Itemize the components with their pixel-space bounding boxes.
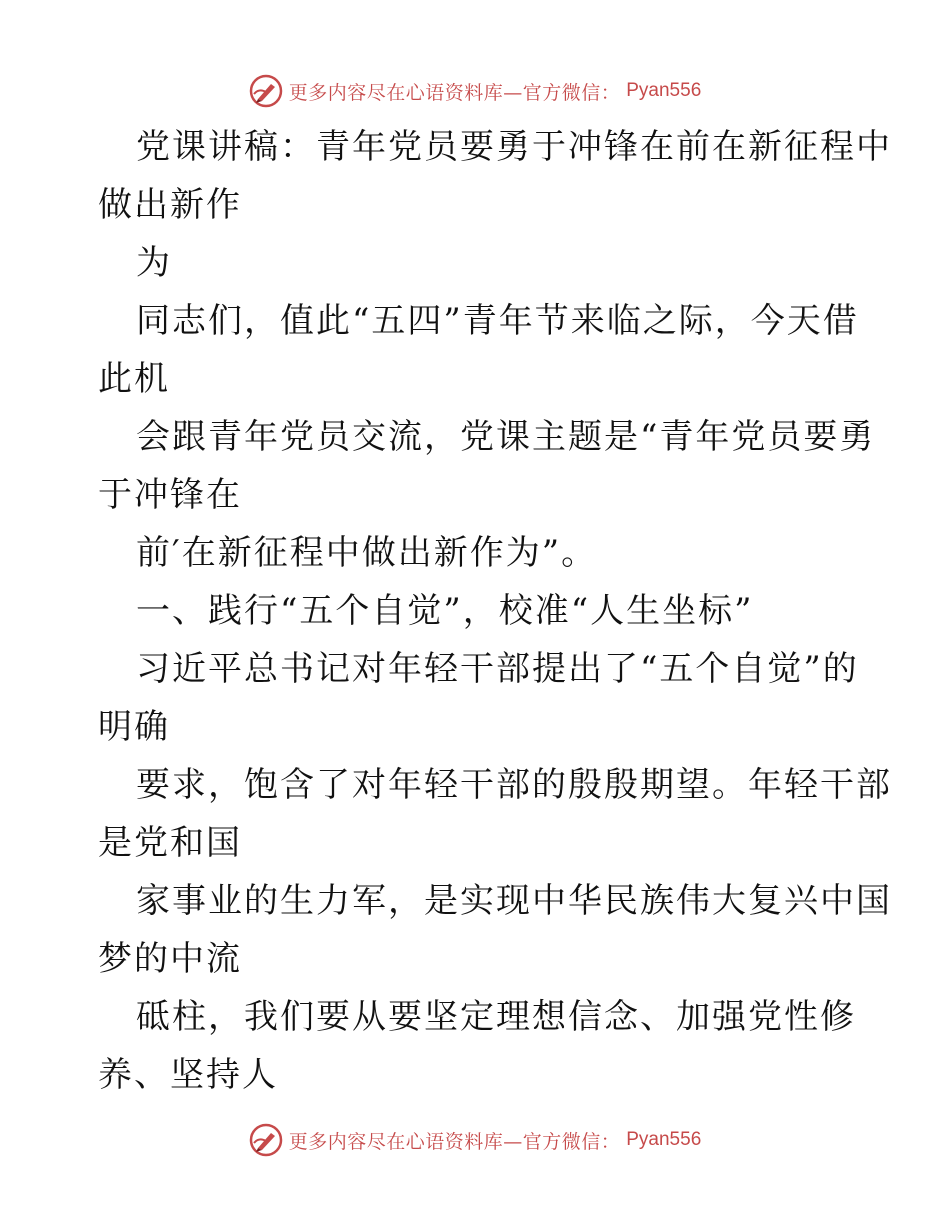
header-banner-text: 更多内容尽在心语资料库—官方微信： <box>288 81 621 104</box>
paragraph-line: 砥柱，我们要从要坚定理想信念、加强党性修 <box>136 997 856 1037</box>
footer-banner-wechat: Pyan556 <box>626 1129 702 1150</box>
paragraph-line: 会跟青年党员交流，党课主题是“青年党员要勇 <box>136 417 876 457</box>
pen-logo-icon <box>249 74 283 108</box>
paragraph-line: 养、坚持人 <box>98 1055 278 1095</box>
paragraph-line: 于冲锋在 <box>98 475 242 515</box>
paragraph-line: 家事业的生力军，是实现中华民族伟大复兴中国 <box>136 881 892 921</box>
footer-banner-text: 更多内容尽在心语资料库—官方微信： <box>288 1130 621 1153</box>
paragraph-line: 同志们，值此“五四”青年节来临之际，今天借 <box>136 301 859 341</box>
header-banner-inner <box>249 74 702 108</box>
header-banner-wechat: Pyan556 <box>626 80 702 101</box>
paragraph-line: 前′在新征程中做出新作为”。 <box>136 533 598 573</box>
document-body <box>98 118 892 1104</box>
document-title-line-1: 党课讲稿：青年党员要勇于冲锋在前在新征程中 <box>136 127 892 167</box>
paragraph-line: 此机 <box>98 359 170 399</box>
pen-logo-icon <box>249 1123 283 1157</box>
footer-watermark-banner <box>0 1120 950 1160</box>
section-heading: 一、践行“五个自觉”，校准“人生坐标” <box>136 591 754 631</box>
document-title-line-2: 做出新作 <box>98 185 242 225</box>
header-watermark-banner <box>0 71 950 111</box>
footer-banner-inner <box>249 1123 702 1157</box>
paragraph-line: 是党和国 <box>98 823 242 863</box>
paragraph-line: 梦的中流 <box>98 939 242 979</box>
paragraph-line: 习近平总书记对年轻干部提出了“五个自觉”的 <box>136 649 859 689</box>
paragraph-line: 要求，饱含了对年轻干部的殷殷期望。年轻干部 <box>136 765 892 805</box>
document-title-line-3: 为 <box>136 243 172 283</box>
paragraph-line: 明确 <box>98 707 170 747</box>
